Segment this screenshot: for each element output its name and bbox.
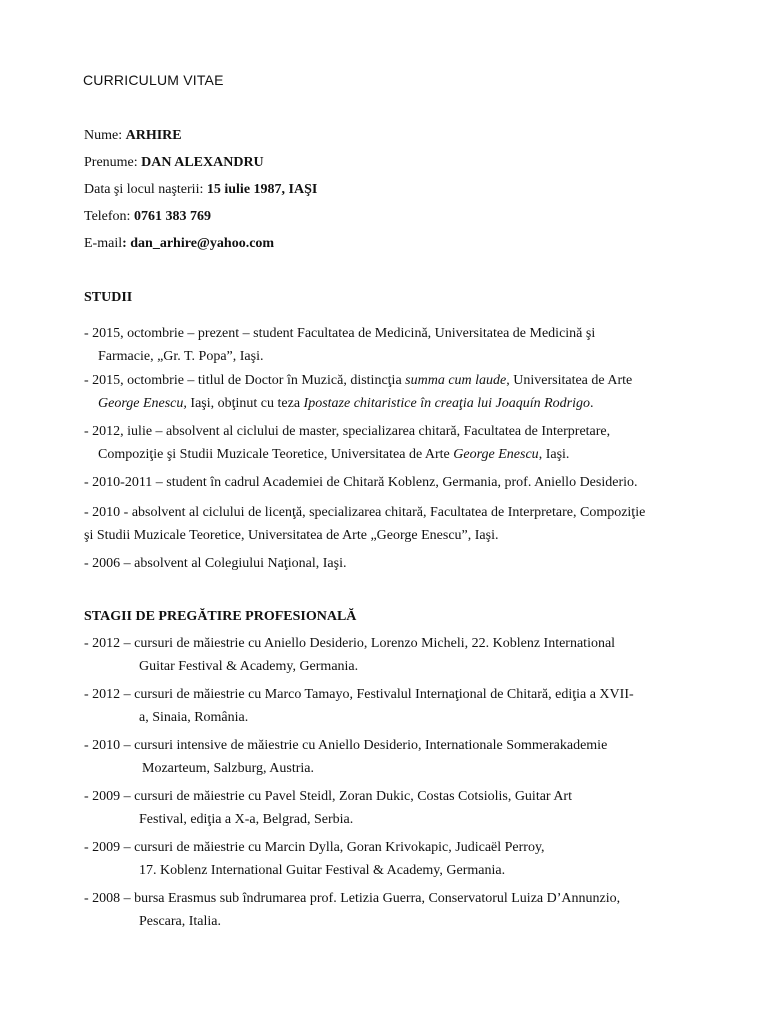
email-value: : dan_arhire@yahoo.com bbox=[122, 236, 275, 251]
list-item bbox=[84, 836, 690, 882]
birth-label: Data şi locul naşterii: bbox=[84, 182, 207, 197]
entry-line: Festival, ediţia a X-a, Belgrad, Serbia. bbox=[139, 812, 354, 827]
list-item bbox=[84, 420, 690, 466]
personal-info bbox=[84, 126, 684, 261]
entry-text: Iaşi, obţinut cu teza bbox=[186, 396, 304, 411]
firstname-field bbox=[84, 153, 684, 180]
name-value: ARHIRE bbox=[125, 128, 182, 143]
entry-line: - 2012, iulie – absolvent al ciclului de master, specializarea chitară, Facultatea de Interpretare, bbox=[84, 424, 611, 439]
entry-line: Pescara, Italia. bbox=[139, 914, 222, 929]
firstname-value: DAN ALEXANDRU bbox=[141, 155, 264, 170]
firstname-label: Prenume: bbox=[84, 155, 142, 170]
list-item bbox=[84, 552, 690, 575]
list-item bbox=[84, 683, 690, 729]
entry-line: - 2009 – cursuri de măiestrie cu Pavel Steidl, Zoran Dukic, Costas Cotsiolis, Guitar Art bbox=[84, 789, 572, 804]
entry-line: a, Sinaia, România. bbox=[139, 710, 249, 725]
entry-text: , Iaşi. bbox=[538, 447, 570, 462]
entry-text: Compoziţie şi Studii Muzicale Teoretice, Universitatea de Arte bbox=[98, 447, 454, 462]
entry-line: - 2015, octombrie – prezent – student Facultatea de Medicină, Universitatea de Medicină şi bbox=[84, 326, 596, 341]
list-item bbox=[84, 369, 690, 415]
entry-italic: George Enescu bbox=[453, 447, 539, 462]
birth-value: 15 iulie 1987, IAŞI bbox=[206, 182, 318, 197]
list-item bbox=[84, 471, 690, 494]
entry-line: - 2009 – cursuri de măiestrie cu Marcin Dylla, Goran Krivokapic, Judicaël Perroy, bbox=[84, 840, 545, 855]
document-title: CURRICULUM VITAE bbox=[83, 72, 224, 88]
phone-label: Telefon: bbox=[84, 209, 134, 224]
entry-italic: summa cum laude bbox=[405, 373, 507, 388]
entry-line: - 2010-2011 – student în cadrul Academiei de Chitară Koblenz, Germania, prof. Aniello Desiderio. bbox=[84, 475, 638, 490]
name-field bbox=[84, 126, 684, 153]
name-label: Nume: bbox=[84, 128, 126, 143]
entry-line: - 2006 – absolvent al Colegiului Naţional, Iaşi. bbox=[84, 556, 347, 571]
entry-text: . bbox=[590, 396, 594, 411]
entry-line bbox=[84, 392, 690, 415]
email-field bbox=[84, 234, 684, 261]
studii-list bbox=[84, 322, 690, 575]
entry-line: - 2012 – cursuri de măiestrie cu Aniello Desiderio, Lorenzo Micheli, 22. Koblenz International bbox=[84, 636, 616, 651]
phone-value: 0761 383 769 bbox=[133, 209, 211, 224]
entry-line: 17. Koblenz International Guitar Festival & Academy, Germania. bbox=[139, 863, 506, 878]
entry-italic: Ipostaze chitaristice în creaţia lui Joaquín Rodrigo bbox=[303, 396, 590, 411]
list-item bbox=[84, 632, 690, 678]
entry-line: - 2012 – cursuri de măiestrie cu Marco Tamayo, Festivalul Internaţional de Chitară, ediţia a XVII- bbox=[84, 687, 634, 702]
list-item bbox=[84, 887, 690, 933]
entry-line: Guitar Festival & Academy, Germania. bbox=[139, 659, 359, 674]
entry-line: - 2010 – cursuri intensive de măiestrie cu Aniello Desiderio, Internationale Sommerakademie bbox=[84, 738, 608, 753]
entry-italic: George Enescu, bbox=[98, 396, 187, 411]
stagii-list bbox=[84, 632, 690, 938]
list-item bbox=[84, 734, 690, 780]
entry-line bbox=[84, 443, 690, 466]
entry-line bbox=[84, 373, 632, 388]
stagii-heading: STAGII DE PREGĂTIRE PROFESIONALĂ bbox=[84, 609, 357, 624]
entry-line: - 2008 – bursa Erasmus sub îndrumarea prof. Letizia Guerra, Conservatorul Luiza D’Annunzio, bbox=[84, 891, 621, 906]
entry-line: - 2010 - absolvent al ciclului de licenţă, specializarea chitară, Facultatea de Interpretare, Compoziţie bbox=[84, 505, 646, 520]
entry-line: Farmacie, „Gr. T. Popa”, Iaşi. bbox=[98, 349, 264, 364]
studii-heading: STUDII bbox=[84, 290, 133, 305]
list-item bbox=[84, 785, 690, 831]
entry-line: şi Studii Muzicale Teoretice, Universitatea de Arte „George Enescu”, Iaşi. bbox=[84, 528, 499, 543]
email-label: E-mail bbox=[84, 236, 123, 251]
phone-field bbox=[84, 207, 684, 234]
entry-text: , Universitatea de Arte bbox=[506, 373, 633, 388]
list-item bbox=[84, 501, 690, 547]
entry-line: Mozarteum, Salzburg, Austria. bbox=[142, 761, 314, 776]
birth-field bbox=[84, 180, 684, 207]
entry-text: - 2015, octombrie – titlul de Doctor în Muzică, distincţia bbox=[84, 373, 406, 388]
list-item bbox=[84, 322, 690, 368]
